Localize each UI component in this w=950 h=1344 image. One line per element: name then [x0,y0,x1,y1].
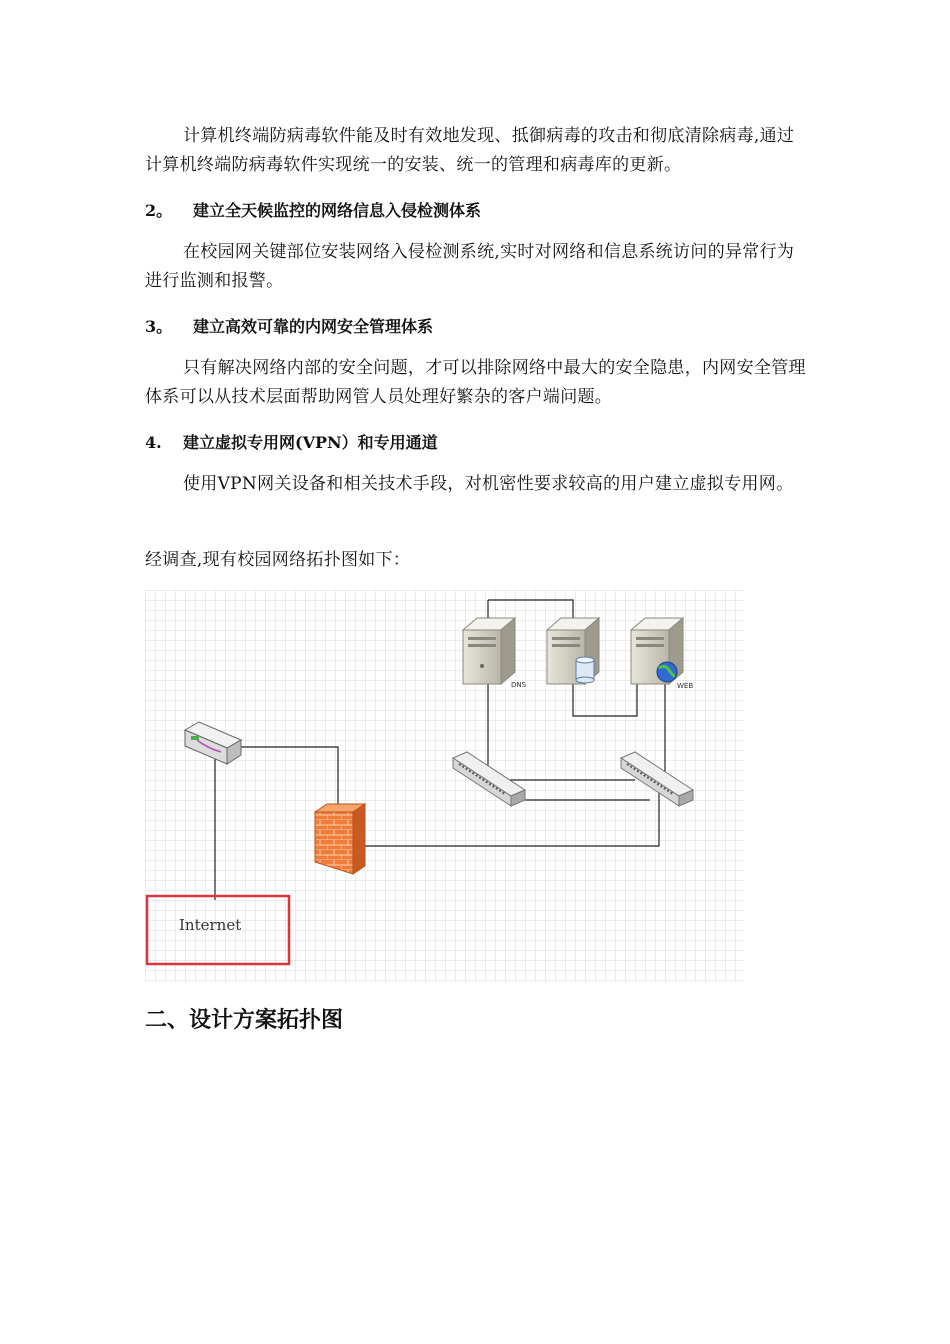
heading-text: 建立全天候监控的网络信息入侵检测体系 [193,201,482,220]
paragraph-vpn: 使用VPN网关设备和相关技术手段，对机密性要求较高的用户建立虚拟专用网。 [183,474,794,494]
heading-intranet [145,314,433,337]
heading-text: 建立高效可靠的内网安全管理体系 [193,317,434,336]
internet-label: Internet [179,916,242,934]
heading-number: 3。 [145,317,173,336]
heading-text: 建立虚拟专用网(VPN）和专用通道 [183,433,438,452]
paragraph-antivirus: 计算机终端防病毒软件能及时有效地发现、抵御病毒的攻击和彻底清除病毒,通过计算机终端防病毒软件实现统一的安装、统一的管理和病毒库的更新。 [145,126,795,175]
network-topology-diagram [145,590,745,982]
web-server-icon [631,618,683,684]
heading-number: 4. [145,433,162,452]
web-label: WEB [677,682,694,690]
database-server-icon [547,618,599,684]
heading-vpn [145,430,438,453]
heading-ids [145,198,481,221]
paragraph-ids: 在校园网关键部位安装网络入侵检测系统,实时对网络和信息系统访问的异常行为进行监测和报警。 [145,242,795,291]
heading-number: 2。 [145,201,173,220]
firewall-icon [315,804,365,874]
server-icon [463,618,515,684]
dns-label: DNS [511,681,527,689]
section-title: 二、设计方案拓扑图 [145,1007,344,1033]
paragraph-survey: 经调查,现有校园网络拓扑图如下： [145,550,411,570]
paragraph-intranet: 只有解决网络内部的安全问题，才可以排除网络中最大的安全隐患，内网安全管理体系可以从技术层面帮助网管人员处理好繁杂的客户端问题。 [145,358,806,407]
